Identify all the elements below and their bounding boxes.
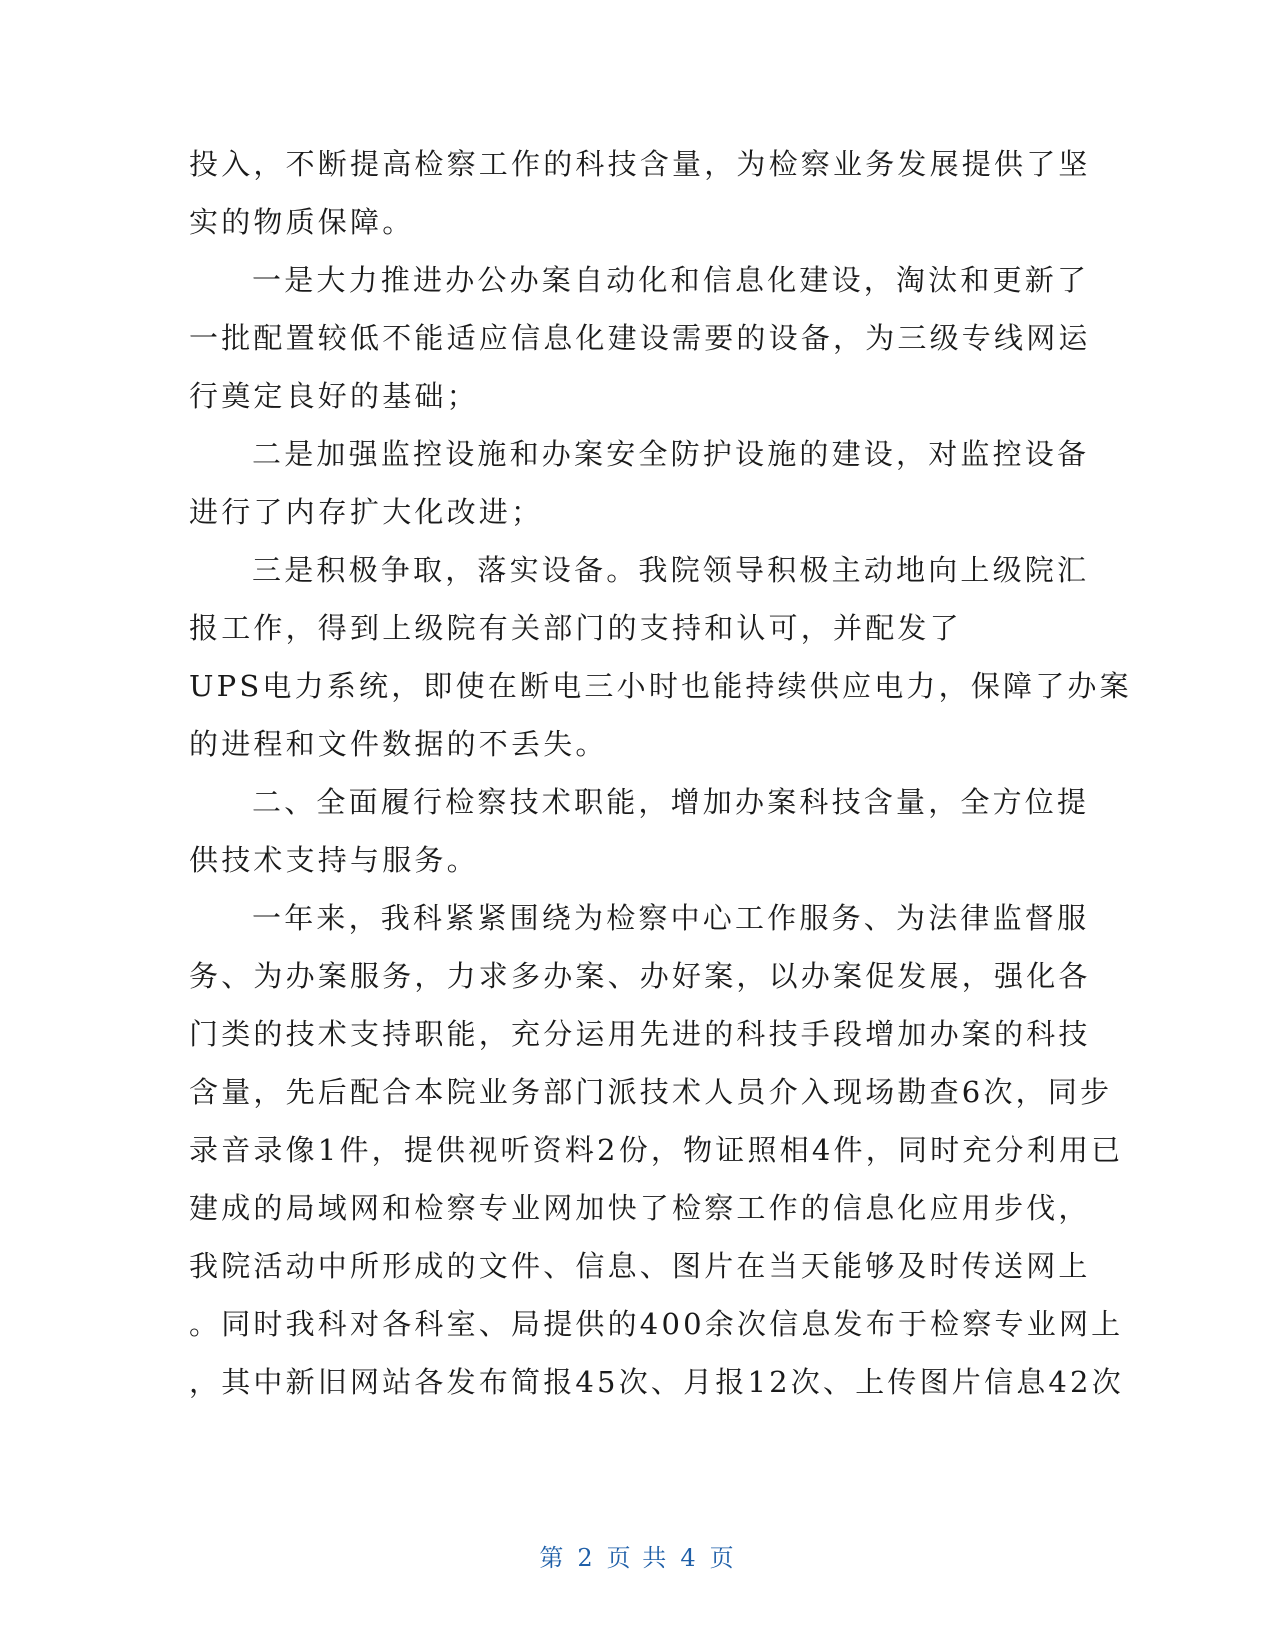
text-line: 务、为办案服务，力求多办案、办好案，以办案促发展，强化各 — [189, 959, 1091, 993]
text-line: 门类的技术支持职能，充分运用先进的科技手段增加办案的科技 — [189, 1017, 1091, 1051]
text-line: 进行了内存扩大化改进； — [189, 495, 544, 529]
text-line: 三是积极争取，落实设备。我院领导积极主动地向上级院汇 — [252, 553, 1090, 587]
text-line: 投入，不断提高检察工作的科技含量，为检察业务发展提供了坚 — [189, 147, 1091, 181]
current-page-number: 2 — [577, 1544, 595, 1572]
text-line: 我院活动中所形成的文件、信息、图片在当天能够及时传送网上 — [189, 1249, 1091, 1283]
text-line: 录音录像1件，提供视听资料2份，物证照相4件，同时充分利用已 — [189, 1133, 1124, 1167]
footer-suffix: 页 — [709, 1544, 736, 1572]
text-line: 二是加强监控设施和办案安全防护设施的建设，对监控设备 — [252, 437, 1090, 471]
footer-middle: 页 共 — [606, 1544, 669, 1572]
footer-prefix: 第 — [539, 1544, 566, 1572]
text-line: 报工作，得到上级院有关部门的支持和认可，并配发了 — [189, 611, 962, 645]
text-line: 的进程和文件数据的不丢失。 — [189, 727, 608, 761]
text-line: 实的物质保障。 — [189, 205, 415, 239]
text-line: 含量，先后配合本院业务部门派技术人员介入现场勘查6次，同步 — [189, 1075, 1113, 1109]
text-line: 行奠定良好的基础； — [189, 379, 479, 413]
text-line: 一批配置较低不能适应信息化建设需要的设备，为三级专线网运 — [189, 321, 1091, 355]
total-page-number: 4 — [680, 1544, 698, 1572]
text-line: UPS电力系统，即使在断电三小时也能持续供应电力，保障了办案 — [189, 669, 1132, 703]
text-line: 建成的局域网和检察专业网加快了检察工作的信息化应用步伐， — [189, 1191, 1091, 1225]
text-line: ，其中新旧网站各发布简报45次、月报12次、上传图片信息42次 — [189, 1365, 1124, 1399]
text-line: 。同时我科对各科室、局提供的400余次信息发布于检察专业网上 — [189, 1307, 1124, 1341]
section-heading-continued: 供技术支持与服务。 — [189, 843, 479, 877]
text-line: 一年来，我科紧紧围绕为检察中心工作服务、为法律监督服 — [252, 901, 1090, 935]
text-line: 一是大力推进办公办案自动化和信息化建设，淘汰和更新了 — [252, 263, 1090, 297]
page-number-footer — [0, 1538, 1275, 1573]
section-heading: 二、全面履行检察技术职能，增加办案科技含量，全方位提 — [252, 785, 1090, 819]
